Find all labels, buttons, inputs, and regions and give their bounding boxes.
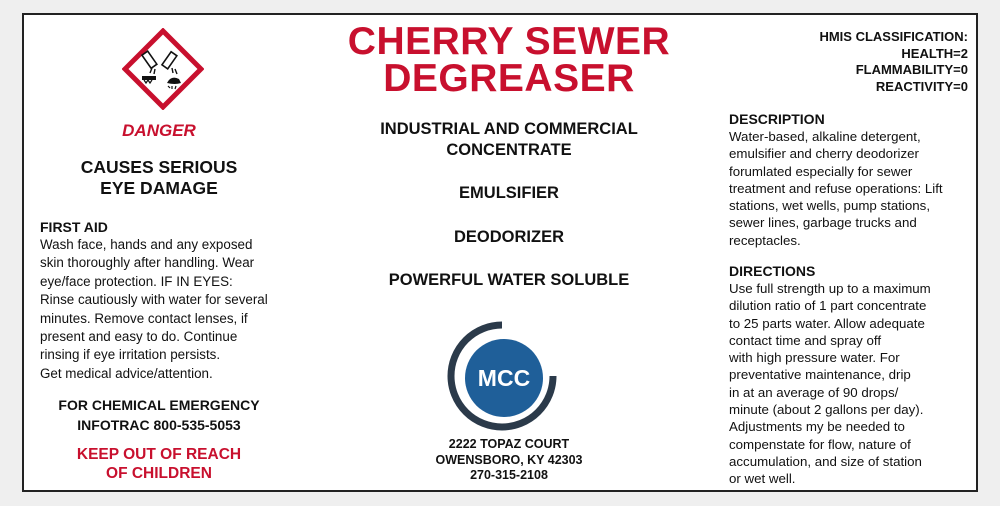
hmis-heading: HMIS CLASSIFICATION:: [819, 29, 968, 44]
child-warning-line: KEEP OUT OF REACH: [76, 446, 242, 463]
mcc-logo-icon: [447, 321, 557, 431]
feature-line: INDUSTRIAL AND COMMERCIAL: [380, 120, 638, 138]
directions-line: Adjustments my be needed to: [729, 419, 905, 435]
hmis-classification: [819, 29, 968, 95]
address-phone: 270-315-2108: [470, 468, 548, 482]
first-aid-line: Wash face, hands and any exposed: [40, 237, 253, 252]
address-city: OWENSBORO, KY 42303: [435, 452, 583, 467]
directions-line: to 25 parts water. Allow adequate: [729, 315, 925, 331]
description-line: sewer lines, garbage trucks and: [729, 215, 917, 231]
feature-line: CONCENTRATE: [446, 141, 572, 159]
emergency-phone: INFOTRAC 800-535-5053: [77, 417, 241, 433]
emergency-line: FOR CHEMICAL EMERGENCY: [58, 397, 260, 413]
description-line: stations, wet wells, pump stations,: [729, 198, 931, 214]
hmis-flammability: FLAMMABILITY=0: [855, 62, 968, 77]
directions-line: dilution ratio of 1 part concentrate: [729, 298, 927, 314]
child-warning-line: OF CHILDREN: [106, 465, 212, 482]
feature-water-soluble: POWERFUL WATER SOLUBLE: [388, 271, 630, 289]
product-title-line: CHERRY SEWER: [347, 20, 671, 63]
description-line: Water-based, alkaline detergent,: [729, 129, 921, 144]
directions-line: contact time and spray off: [729, 332, 882, 348]
first-aid-line: eye/face protection. IF IN EYES:: [40, 273, 233, 289]
description-heading: DESCRIPTION: [729, 111, 825, 127]
directions-line: with high pressure water. For: [729, 350, 900, 366]
address-street: 2222 TOPAZ COURT: [448, 437, 570, 451]
first-aid-line: minutes. Remove contact lenses, if: [40, 310, 248, 326]
child-warning: [24, 445, 294, 483]
directions-line: minute (about 2 gallons per day).: [729, 402, 924, 418]
directions-line: or wet well.: [729, 471, 796, 487]
first-aid-line: Get medical advice/attention.: [40, 365, 213, 381]
directions-line: Use full strength up to a maximum: [729, 281, 931, 296]
description-line: forumlated especially for sewer: [729, 163, 913, 179]
company-address: [294, 437, 724, 484]
hmis-health: HEALTH=2: [901, 45, 968, 61]
first-aid-heading: FIRST AID: [40, 219, 108, 235]
product-title: [294, 20, 724, 100]
directions-line: preventative maintenance, drip: [729, 367, 911, 383]
corrosion-pictogram-icon: [122, 28, 204, 110]
description-line: emulsifier and cherry deodorizer: [729, 146, 919, 162]
hazard-statement-line: EYE DAMAGE: [100, 178, 218, 198]
description-line: treatment and refuse operations: Lift: [729, 180, 943, 196]
emergency-contact: [24, 395, 294, 435]
product-label: [22, 13, 978, 492]
directions-line: compenstate for flow, nature of: [729, 436, 911, 452]
product-title-line: DEGREASER: [383, 57, 635, 100]
left-column: [24, 15, 294, 490]
first-aid-line: rinsing if eye irritation persists.: [40, 347, 221, 363]
signal-word: DANGER: [122, 121, 196, 140]
description-text: [729, 128, 974, 249]
feature-emulsifier: EMULSIFIER: [459, 184, 559, 202]
directions-heading: DIRECTIONS: [729, 263, 816, 279]
directions-line: in at an average of 90 drops/: [729, 384, 899, 400]
first-aid-line: skin thoroughly after handling. Wear: [40, 255, 255, 271]
right-column: [724, 15, 980, 490]
feature-concentrate: [294, 119, 724, 161]
hazard-statement: [24, 157, 294, 199]
hmis-reactivity: REACTIVITY=0: [875, 78, 968, 94]
feature-deodorizer: DEODORIZER: [453, 228, 564, 246]
logo-text: MCC: [477, 365, 531, 391]
first-aid-line: Rinse cautiously with water for several: [40, 292, 268, 308]
description-line: receptacles.: [729, 232, 801, 248]
first-aid-line: present and easy to do. Continue: [40, 329, 238, 345]
hazard-statement-line: CAUSES SERIOUS: [80, 157, 238, 177]
directions-text: [729, 280, 974, 488]
directions-line: accumulation, and size of station: [729, 453, 922, 469]
first-aid-text: [40, 236, 290, 383]
middle-column: [294, 15, 724, 490]
